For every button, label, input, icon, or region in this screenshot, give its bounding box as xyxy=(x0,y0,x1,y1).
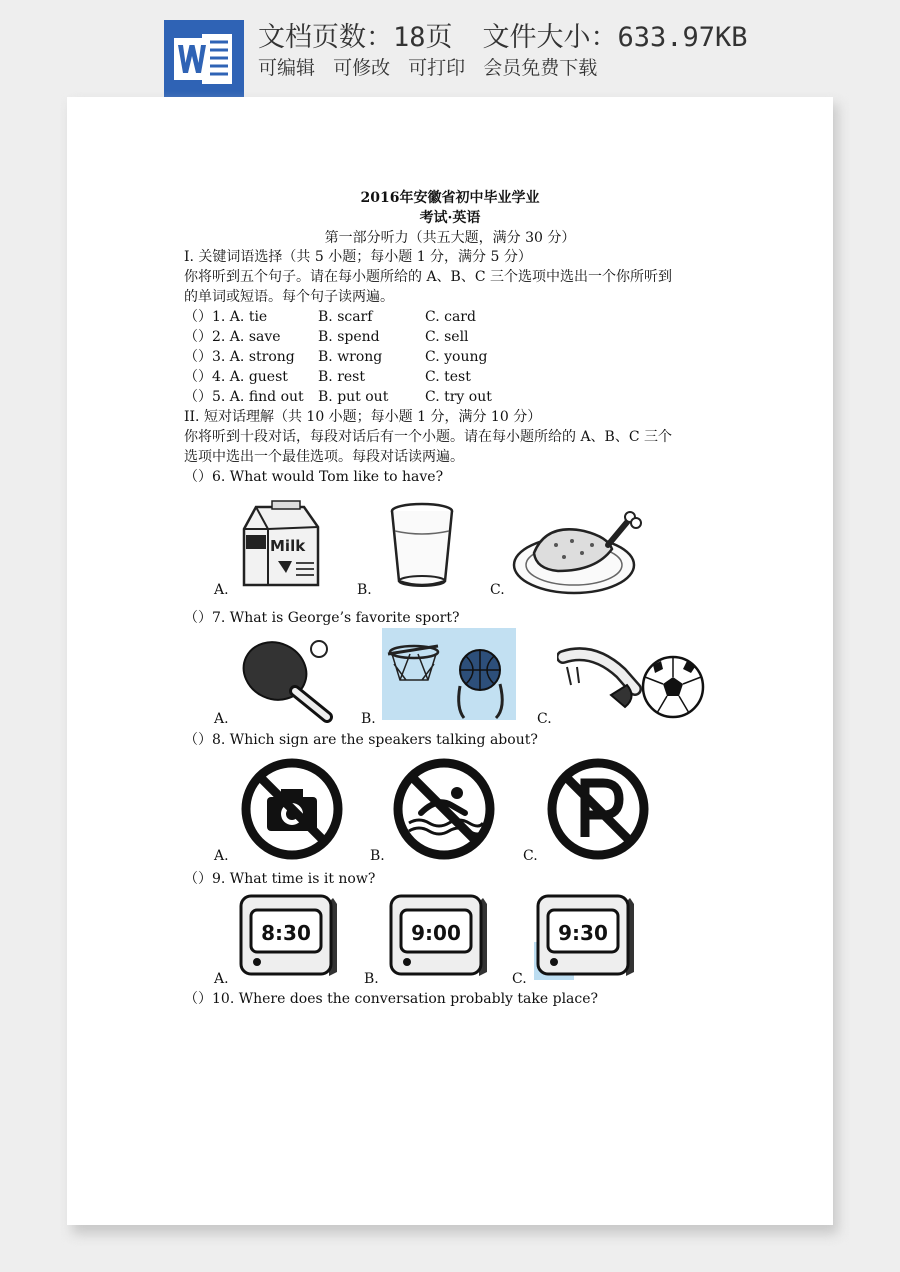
clock-900-time: 9:00 xyxy=(411,921,461,945)
question-6-label-b: B. xyxy=(357,582,372,598)
no-parking-sign xyxy=(545,757,651,861)
clock-900-image xyxy=(387,892,491,980)
document-info-title xyxy=(258,20,748,56)
clock-830-time: 8:30 xyxy=(261,921,311,945)
question-10: （）10. Where does the conversation probably take place? xyxy=(184,991,599,1007)
clock-930-time: 9:30 xyxy=(558,921,608,945)
question-8-label-a: A. xyxy=(214,848,229,864)
question-8-label-c: C. xyxy=(523,848,538,864)
part1-heading: 第一部分听力（共五大题，满分 30 分） xyxy=(324,230,576,246)
table-tennis-paddle-image xyxy=(239,637,335,723)
section2-heading: II. 短对话理解（共 10 小题；每小题 1 分，满分 10 分） xyxy=(184,409,542,425)
question-7: （）7. What is George’s favorite sport? xyxy=(184,610,460,626)
section1-heading: I. 关键词语选择（共 5 小题；每小题 1 分，满分 5 分） xyxy=(184,249,532,265)
question-9-label-a: A. xyxy=(214,971,229,987)
question-8: （）8. Which sign are the speakers talking about? xyxy=(184,732,538,748)
clock-830-image xyxy=(237,892,341,980)
question-1-option-b: B. scarf xyxy=(318,309,373,325)
question-2-option-a: （）2. A. save xyxy=(184,329,281,345)
milk-carton-image xyxy=(234,499,334,591)
question-9-label-c: C. xyxy=(512,971,527,987)
question-9: （）9. What time is it now? xyxy=(184,871,376,887)
feature-editable: 可编辑 xyxy=(258,57,316,79)
basketball-image xyxy=(382,628,516,720)
feature-list xyxy=(258,56,609,80)
question-8-label-b: B. xyxy=(370,848,385,864)
question-4-option-c: C. test xyxy=(425,369,471,385)
question-3-option-a: （）3. A. strong xyxy=(184,349,295,365)
file-size: 文件大小：633.97KB xyxy=(482,22,748,53)
glass-of-water-image xyxy=(385,501,459,589)
section2-instruction-line1: 你将听到十段对话，每段对话后有一个小题。请在每小题所给的 A、B、C 三个 xyxy=(184,429,673,445)
exam-title-line1: 2016年安徽省初中毕业学业 xyxy=(360,190,540,206)
page-count: 文档页数：18页 xyxy=(258,22,453,53)
question-3-option-b: B. wrong xyxy=(318,349,383,365)
feature-member-download: 会员免费下载 xyxy=(483,57,598,79)
question-2-option-b: B. spend xyxy=(318,329,380,345)
question-6-label-a: A. xyxy=(214,582,229,598)
question-1-option-a: （）1. A. tie xyxy=(184,309,268,325)
question-6-label-c: C. xyxy=(490,582,505,598)
document-page xyxy=(67,97,833,1225)
question-3-option-c: C. young xyxy=(425,349,488,365)
exam-content xyxy=(67,97,833,1225)
question-7-label-a: A. xyxy=(214,711,229,727)
question-2-option-c: C. sell xyxy=(425,329,469,345)
question-4-option-b: B. rest xyxy=(318,369,365,385)
question-5-option-c: C. try out xyxy=(425,389,492,405)
soccer-kick-image xyxy=(557,637,705,725)
question-7-label-c: C. xyxy=(537,711,552,727)
exam-title-line2: 考试·英语 xyxy=(419,210,481,226)
no-photography-sign xyxy=(239,757,345,861)
question-9-label-b: B. xyxy=(364,971,379,987)
feature-printable: 可打印 xyxy=(408,57,466,79)
no-swimming-sign xyxy=(391,757,497,861)
section1-instruction-line2: 的单词或短语。每个句子读两遍。 xyxy=(184,289,394,305)
question-7-label-b: B. xyxy=(361,711,376,727)
word-document-icon xyxy=(164,20,244,98)
question-1-option-c: C. card xyxy=(425,309,476,325)
chicken-leg-on-plate-image xyxy=(512,505,644,597)
milk-carton-label: Milk xyxy=(270,537,306,555)
question-5-option-a: （）5. A. find out xyxy=(184,389,304,405)
section1-instruction-line1: 你将听到五个句子。请在每小题所给的 A、B、C 三个选项中选出一个你所听到 xyxy=(184,269,673,285)
question-4-option-a: （）4. A. guest xyxy=(184,369,288,385)
section2-instruction-line2: 选项中选出一个最佳选项。每段对话读两遍。 xyxy=(184,449,464,465)
feature-modifiable: 可修改 xyxy=(333,57,391,79)
clock-930-image xyxy=(534,892,638,980)
question-6: （）6. What would Tom like to have? xyxy=(184,469,444,485)
question-5-option-b: B. put out xyxy=(318,389,389,405)
